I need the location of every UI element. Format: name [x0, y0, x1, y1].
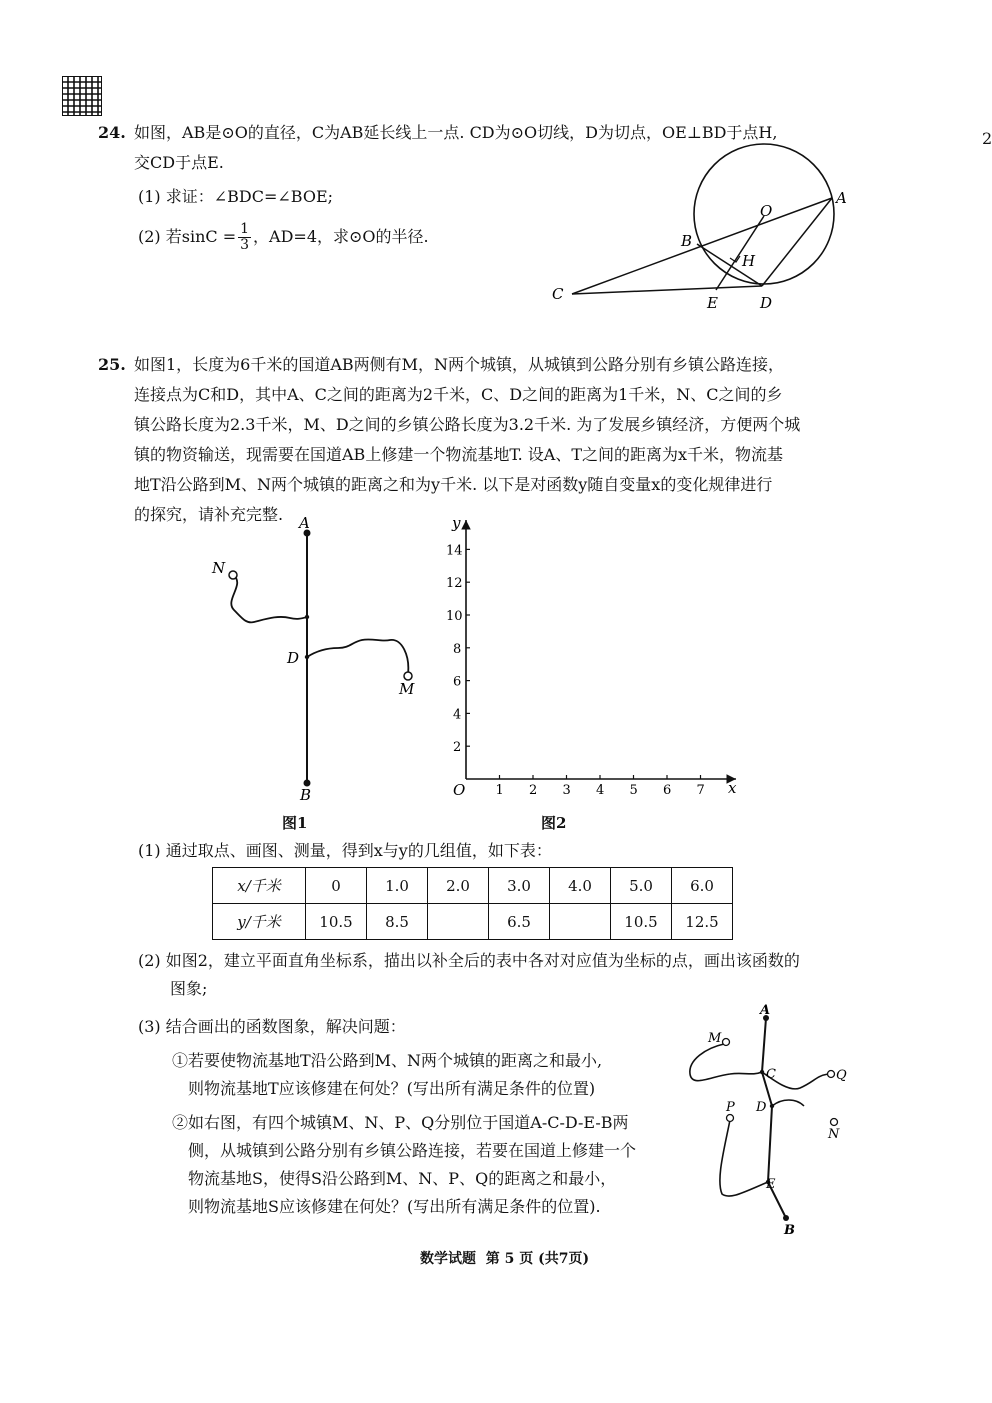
q25-stem-line2: 连接点为C和D，其中A、C之间的距离为2千米，C、D之间的距离为1千米，N、C之间的乡 [134, 385, 783, 404]
line-oe [716, 216, 764, 290]
fraction [238, 222, 251, 253]
q25-sub2-line4: 则物流基地S应该修建在何处？(写出所有满足条件的位置). [188, 1197, 601, 1216]
table-cell: 12.5 [672, 904, 733, 940]
y-axis-label: y [452, 514, 461, 532]
q25-part2-line1: (2) 如图2，建立平面直角坐标系，描出以补全后的表中各对对应值为坐标的点，画出该函数的 [138, 951, 800, 970]
table-cell: 6.0 [672, 868, 733, 904]
xy-table [212, 867, 733, 940]
edge-mark: 2 [982, 129, 992, 148]
table-cell: 5.0 [611, 868, 672, 904]
q25-sub1-line2: 则物流基地T应该修建在何处？(写出所有满足条件的位置) [188, 1079, 596, 1098]
right-angle-mark [730, 256, 740, 262]
fig3-label-n: N [828, 1127, 840, 1142]
q25-stem-line5: 地T沿公路到M、N两个城镇的距离之和为y千米. 以下是对函数y随自变量x的变化规律进行 [134, 475, 773, 494]
fig3-label-b: B [784, 1223, 795, 1238]
y-tick-label: 10 [446, 609, 463, 624]
road-m [690, 1044, 762, 1081]
y-tick-label: 14 [446, 543, 463, 559]
y-tick-label: 4 [453, 707, 462, 723]
road-m [307, 639, 408, 674]
fig1-label-m: M [399, 680, 415, 698]
label-h: H [742, 252, 756, 270]
q25-part2-line2: 图象; [170, 979, 208, 998]
x-tick-label: 6 [663, 783, 672, 798]
table-cell-blank[interactable] [428, 904, 489, 940]
table-row [213, 868, 733, 904]
q24-stem-line2: 交CD于点E. [134, 153, 224, 172]
town-q [828, 1071, 835, 1078]
fig3-label-m: M [708, 1031, 722, 1046]
y-tick-label: 6 [453, 674, 462, 690]
table-cell: 2.0 [428, 868, 489, 904]
x-tick-label: 2 [529, 783, 538, 798]
table-header-x: x/千米 [213, 868, 306, 904]
fig3-label-e: E [766, 1177, 776, 1192]
town-m [404, 672, 412, 680]
table-cell: 6.5 [489, 904, 550, 940]
label-a: A [836, 189, 847, 207]
q25-sub2-line2: 侧，从城镇到公路分别有乡镇公路连接，若要在国道上修建一个 [188, 1141, 637, 1160]
q24-circle-figure [540, 140, 860, 320]
x-tick-label: 3 [562, 783, 571, 798]
line-cd [572, 286, 762, 294]
x-tick-label: 7 [696, 783, 705, 798]
label-o: O [760, 202, 773, 220]
table-cell: 1.0 [367, 868, 428, 904]
fig1-label-d: D [287, 649, 300, 667]
q25-stem-line6: 的探究，请补充完整. [134, 505, 284, 524]
table-cell: 0 [306, 868, 367, 904]
town-n [229, 571, 237, 579]
fig3-label-d: D [756, 1100, 767, 1115]
table-cell: 10.5 [306, 904, 367, 940]
page-footer: 数学试题 第 5 页 (共7页) [420, 1251, 590, 1267]
label-e: E [707, 294, 718, 312]
table-cell: 10.5 [611, 904, 672, 940]
q24-stem-line1: 如图，AB是⊙O的直径，C为AB延长线上一点. CD为⊙O切线，D为切点，OE⊥BD于点H, [134, 123, 778, 142]
q25-stem-line3: 镇公路长度为2.3千米，M、D之间的乡镇公路长度为3.2千米. 为了发展乡镇经济，方便两个城 [134, 415, 801, 434]
fig1-label-a: A [299, 514, 310, 532]
y-tick-label: 2 [453, 740, 462, 756]
town-p [727, 1115, 734, 1122]
q25-part1: (1) 通过取点、画图、测量，得到x与y的几组值，如下表： [138, 841, 552, 860]
q24-part2 [138, 222, 429, 253]
label-b: B [681, 232, 693, 250]
fraction-denominator: 3 [240, 237, 250, 253]
q25-sub1-line1: ①若要使物流基地T沿公路到M、N两个城镇的距离之和最小, [172, 1051, 603, 1070]
fig1-label-n: N [212, 559, 226, 577]
table-cell: 4.0 [550, 868, 611, 904]
q24-part1: (1) 求证：∠BDC=∠BOE; [138, 187, 334, 206]
origin-label: O [453, 781, 466, 799]
point-b [783, 1215, 789, 1221]
y-tick-label: 12 [446, 576, 463, 592]
grid-marker-icon [62, 76, 102, 116]
x-tick-label: 4 [596, 783, 605, 798]
x-tick-label: 5 [629, 783, 638, 798]
table-row [213, 904, 733, 940]
q25-figure2-axes [440, 510, 750, 805]
fig2-caption: 图2 [541, 814, 567, 832]
q25-part3: (3) 结合画出的函数图象，解决问题： [138, 1017, 406, 1036]
fig3-label-a: A [760, 1003, 771, 1018]
town-n [831, 1119, 838, 1126]
fig3-label-p: P [726, 1100, 735, 1115]
x-axis-label: x [728, 779, 737, 797]
fig1-caption: 图1 [282, 814, 308, 832]
table-cell-blank[interactable] [550, 904, 611, 940]
q25-stem-line1: 如图1，长度为6千米的国道AB两侧有M，N两个城镇，从城镇到公路分别有乡镇公路连接， [134, 355, 785, 374]
q25-sub2-line3: 物流基地S，使得S沿公路到M、N、P、Q的距离之和最小， [188, 1169, 617, 1188]
fig3-label-c: C [766, 1067, 776, 1082]
q24-part2-prefix: (2) 若sinC = [138, 227, 237, 246]
road-n [231, 575, 307, 622]
road-p [720, 1120, 768, 1196]
road-n [772, 1100, 804, 1106]
q25-figure3 [680, 1000, 860, 1240]
label-c: C [552, 285, 564, 303]
q25-sub2-line1: ②如右图，有四个城镇M、N、P、Q分别位于国道A-C-D-E-B两 [172, 1113, 629, 1132]
town-m [723, 1039, 730, 1046]
table-cell: 3.0 [489, 868, 550, 904]
fig1-label-b: B [300, 786, 312, 804]
label-d: D [760, 294, 773, 312]
fraction-numerator: 1 [240, 221, 250, 237]
fig3-label-q: Q [836, 1068, 847, 1083]
q24-part2-suffix: ，AD=4，求⊙O的半径. [253, 227, 429, 246]
y-tick-label: 8 [453, 641, 462, 657]
table-header-y: y/千米 [213, 904, 306, 940]
q25-figure1 [200, 510, 430, 810]
q25-number: 25. [98, 355, 126, 374]
q25-stem-line4: 镇的物资输送，现需要在国道AB上修建一个物流基地T. 设A、T之间的距离为x千米，物流基 [134, 445, 784, 464]
x-tick-label: 1 [495, 783, 504, 798]
q24-number: 24. [98, 123, 126, 142]
table-cell: 8.5 [367, 904, 428, 940]
